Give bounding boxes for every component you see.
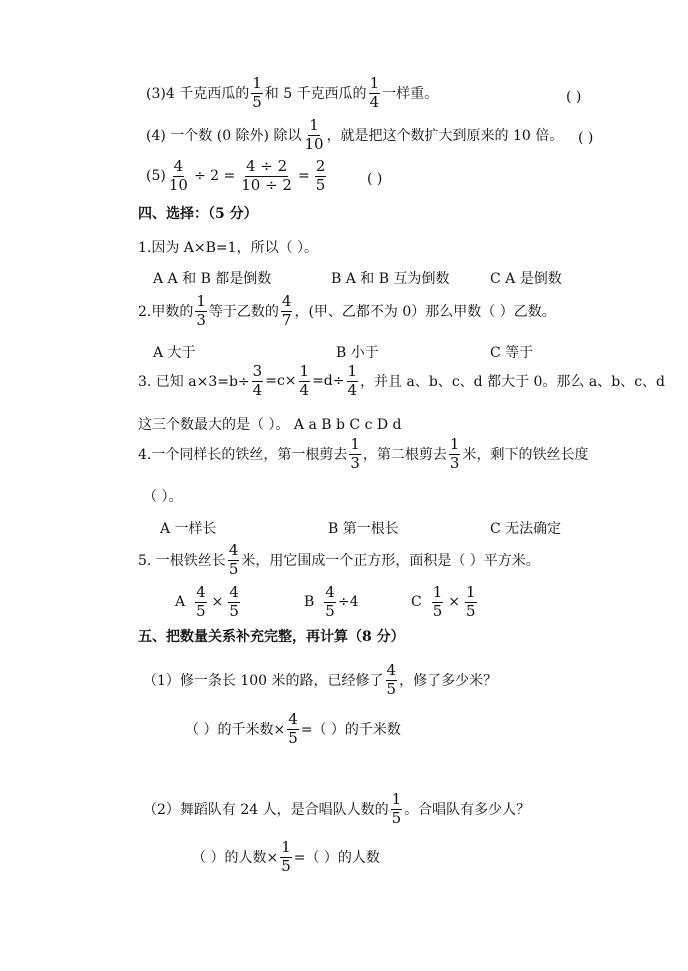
judge-q5-text-2: =	[297, 168, 310, 185]
section-5-title: 五、把数量关系补充完整，再计算（8 分）	[138, 629, 405, 645]
fraction: $\frac{4}{5}$	[229, 583, 239, 620]
choice-q2-option-c[interactable]: C 等于	[490, 345, 534, 361]
judge-q3	[146, 76, 438, 111]
fraction: $\frac{1}{3}$	[196, 292, 206, 329]
judge-q5-text-1: ÷ 2 =	[193, 168, 236, 185]
problem-1-equation	[185, 712, 401, 747]
fraction: $\frac{1}{4}$	[369, 74, 380, 111]
judge-q4-text-post: ，就是把这个数扩大到原来的 10 倍。	[326, 128, 564, 145]
fraction: $\frac{1}{10}$	[304, 116, 324, 153]
judge-q3-answer-paren[interactable]: ( )	[566, 89, 582, 105]
choice-q2-option-a[interactable]: A 大于	[153, 345, 196, 361]
choice-q3-line2: 这三个数最大的是（ ）。 A a B b C c D d	[138, 417, 402, 433]
problem-2-eq-pre: （ ）的人数×	[192, 850, 279, 867]
choice-q4-text-mid: ，第二根剪去	[362, 447, 447, 464]
choice-q2-text-pre: 2.甲数的	[138, 304, 194, 321]
choice-q2-text-mid: 等于乙数的	[208, 304, 279, 321]
choice-q5-option-a[interactable]	[175, 585, 242, 620]
fraction: $\frac{1}{5}$	[432, 583, 443, 620]
problem-2	[143, 792, 530, 827]
problem-1	[143, 663, 497, 698]
operator: ×	[448, 594, 460, 611]
choice-q4-text-pre: 4.一个同样长的铁丝，第一根剪去	[138, 447, 348, 464]
choice-q4-option-a[interactable]: A 一样长	[160, 521, 217, 537]
fraction: $\frac{4}{5}$	[228, 541, 239, 578]
choice-q1-option-a[interactable]: A A 和 B 都是倒数	[153, 271, 272, 287]
problem-2-text-pre: （2）舞蹈队有 24 人，是合唱队人数的	[143, 802, 389, 819]
choice-q3	[138, 364, 665, 399]
judge-q4	[146, 118, 563, 153]
fraction: $\frac{4 \div 2}{10 \div 2}$	[241, 157, 292, 194]
fraction: $\frac{4}{5}$	[386, 661, 397, 698]
choice-q2	[138, 294, 556, 329]
choice-q5-text-pre: 5. 一根铁丝长	[138, 553, 226, 570]
choice-q4-text-post: 米，剩下的铁丝长度	[462, 447, 589, 464]
choice-q4-line2: （ ）。	[143, 489, 183, 505]
choice-q5	[138, 543, 540, 578]
problem-1-text-pre: （1）修一条长 100 米的路，已经修了	[143, 673, 384, 690]
problem-2-eq-post: =（ ）的人数	[293, 850, 380, 867]
option-label: B	[304, 594, 315, 611]
judge-q3-text-pre: (3)4 千克西瓜的	[146, 86, 250, 103]
fraction: $\frac{1}{5}$	[466, 583, 476, 620]
choice-q3-text-1: =c×	[265, 373, 297, 390]
fraction: $\frac{1}{3}$	[350, 435, 360, 472]
fraction: $\frac{1}{4}$	[299, 362, 310, 399]
judge-q3-text-post: 一样重。	[382, 86, 439, 103]
section-4-title: 四、选择：（5 分）	[138, 206, 258, 222]
choice-q3-text-pre: 3. 已知 a×3=b÷	[138, 374, 250, 391]
fraction: $\frac{1}{5}$	[281, 838, 291, 875]
judge-q3-text-mid: 和 5 千克西瓜的	[264, 86, 367, 103]
fraction: $\frac{2}{5}$	[315, 157, 326, 194]
fraction: $\frac{4}{5}$	[288, 710, 298, 747]
choice-q3-text-2: =d÷	[312, 373, 345, 390]
choice-q4-option-b[interactable]: B 第一根长	[328, 521, 399, 537]
choice-q4	[138, 437, 588, 472]
operator: ÷4	[337, 594, 359, 611]
judge-q4-answer-paren[interactable]: ( )	[578, 130, 594, 146]
problem-2-equation	[192, 840, 380, 875]
option-label: C	[411, 594, 422, 611]
problem-1-text-post: ，修了多少米？	[399, 673, 498, 690]
choice-q5-option-b[interactable]	[304, 585, 358, 620]
fraction: $\frac{4}{10}$	[168, 157, 188, 194]
judge-q4-text-pre: (4) 一个数 (0 除外) 除以	[146, 128, 302, 145]
choice-q5-option-c[interactable]	[411, 585, 479, 620]
choice-q1: 1.因为 A×B=1，所以（ ）。	[138, 240, 319, 256]
fraction: $\frac{4}{5}$	[325, 583, 335, 620]
judge-q5	[146, 159, 328, 194]
choice-q2-option-b[interactable]: B 小于	[336, 345, 379, 361]
fraction: $\frac{1}{5}$	[391, 790, 402, 827]
choice-q5-text-post: 米，用它围成一个正方形，面积是（ ）平方米。	[241, 553, 540, 570]
choice-q1-option-c[interactable]: C A 是倒数	[490, 271, 562, 287]
choice-q2-text-post: ，(甲、乙都不为 0）那么甲数（ ）乙数。	[294, 304, 556, 321]
choice-q3-text-post: ，并且 a、b、c、d 都大于 0。那么 a、b、c、d	[360, 374, 665, 391]
operator: ×	[211, 594, 224, 611]
choice-q4-option-c[interactable]: C 无法确定	[490, 521, 562, 537]
problem-1-eq-post: =（ ）的千米数	[300, 722, 401, 739]
fraction: $\frac{1}{4}$	[347, 362, 358, 399]
judge-q5-answer-paren[interactable]: ( )	[367, 171, 383, 187]
judge-q5-label: (5)	[146, 168, 166, 185]
fraction: $\frac{1}{3}$	[449, 435, 460, 472]
fraction: $\frac{3}{4}$	[252, 362, 263, 399]
fraction: $\frac{4}{7}$	[281, 292, 292, 329]
choice-q1-option-b[interactable]: B A 和 B 互为倒数	[331, 271, 450, 287]
fraction: $\frac{1}{5}$	[252, 74, 262, 111]
problem-1-eq-pre: （ ）的千米数×	[185, 722, 286, 739]
problem-2-text-post: 。合唱队有多少人？	[404, 802, 531, 819]
fraction: $\frac{4}{5}$	[196, 583, 206, 620]
option-label: A	[175, 594, 186, 611]
